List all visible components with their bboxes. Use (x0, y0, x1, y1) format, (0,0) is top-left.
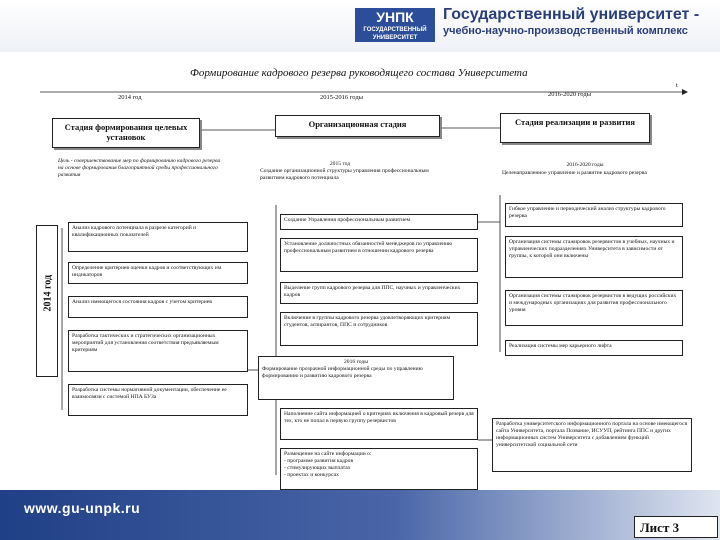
col2-year-1: 2015 год (329, 161, 351, 167)
col1-box-2: Определение критериев оценки кадров и соответствующих им индикаторов (68, 262, 248, 284)
vertical-year-label: 2014 год (42, 274, 54, 312)
university-name-line1: Государственный университет - (443, 6, 700, 23)
col2-box-5: Наполнение сайта информацией о критериях включения в кадровый резерв для тех, кто не попал в первую группу резервистов (280, 408, 478, 440)
col1-box-3: Анализ имеющегося состояния кадров с учетом критериев (68, 296, 248, 318)
col2-box-3: Выделение групп кадрового резерва для ППС, научных и управленческих кадров (280, 282, 478, 304)
stage-header-implementation: Стадия реализации и развития (500, 113, 650, 143)
col1-box-1: Анализ кадрового потенциала в разрезе категорий и квалификационных показателей (68, 222, 248, 252)
logo-sub-text: ГОСУДАРСТВЕННЫЙ УНИВЕРСИТЕТ (363, 27, 427, 41)
vertical-year-box (36, 225, 58, 377)
stage-header-goals: Стадия формирования целевых установок (52, 118, 200, 148)
timeline-arrowhead (682, 89, 688, 95)
col3-box-1: Гибкое управление и периодический анализ структуры кадрового резерва (505, 203, 683, 227)
timeline-t-label: t (676, 82, 678, 89)
year-label-2: 2015-2016 годы (320, 94, 364, 101)
year-label-3: 2016-2020 годы (548, 91, 592, 98)
footer-site-link[interactable]: www.gu-unpk.ru (24, 500, 141, 516)
logo-main-text: УНПК (376, 9, 414, 25)
col3-box-5: Разработка университетского информационного портала на основе имеющегося сайта Университета, портала Позвание, ИСУУП, рейтинга ППС и других информационных систем Университета с добавлением функций университетской социальной сети (492, 418, 692, 472)
col3-year: 2016-2020 годы (566, 162, 604, 168)
col3-box-4: Реализация системы мер карьерного лифта (505, 340, 683, 356)
col2-year-2: 2016 годы (344, 359, 368, 365)
col2-text-2: Формирование прозрачной информационной среды по управлению формированию и развитию кадрового резерва (262, 366, 423, 379)
col2-box-6: Размещение на сайте информации о: - программе развития кадров - стимулирующих выплатах - проектах и конкурсах (280, 448, 478, 490)
col2-box-2: Установление должностных обязанностей менеджеров по управлению профессиональным развитием в отношении кадрового резерва (280, 238, 478, 272)
sheet-number: Лист 3 (640, 520, 680, 535)
col1-box-5: Разработка системы нормативной документации, обеспечение ее взаимосвязи с системой НПА БУЗа (68, 384, 248, 416)
col2-box-4: Включение в группы кадрового резерва удовлетворяющих критериям студентов, аспирантов, ППС и сотрудников (280, 312, 478, 346)
stage-header-organizational: Организационная стадия (275, 115, 440, 137)
year-label-1: 2014 год (118, 94, 142, 101)
col2-box-1: Создание Управления профессиональным развитием (280, 214, 478, 230)
col3-text: Целенаправленное управление и развитие кадрового резерва (502, 170, 647, 176)
col3-box-2: Организация системы стажировок резервистов в учебных, научных и управленческих подразделениях Университета в зависимости от группы, к которой они включены (505, 236, 683, 278)
diagram-title: Формирование кадрового резерва руководящего состава Университета (190, 67, 528, 79)
goal-text: Цель - совершенствование мер по формированию кадрового резерва на основе формирования благоприятной среды профессионального развития (58, 158, 221, 178)
col2-summary-box (258, 356, 454, 400)
col2-text-1: Создание организационной структуры управления профессиональным развитием кадрового потенциала (260, 168, 429, 181)
university-name-line2: учебно-научно-производственный комплекс (443, 25, 688, 37)
col3-box-3: Организация системы стажировок резервистов в ведущих российских и международных организациях для развития профессионального уровня (505, 290, 683, 326)
col1-box-4: Разработка тактических и стратегических организационных мероприятий для установления соответствия предъявляемым критериям (68, 330, 248, 372)
